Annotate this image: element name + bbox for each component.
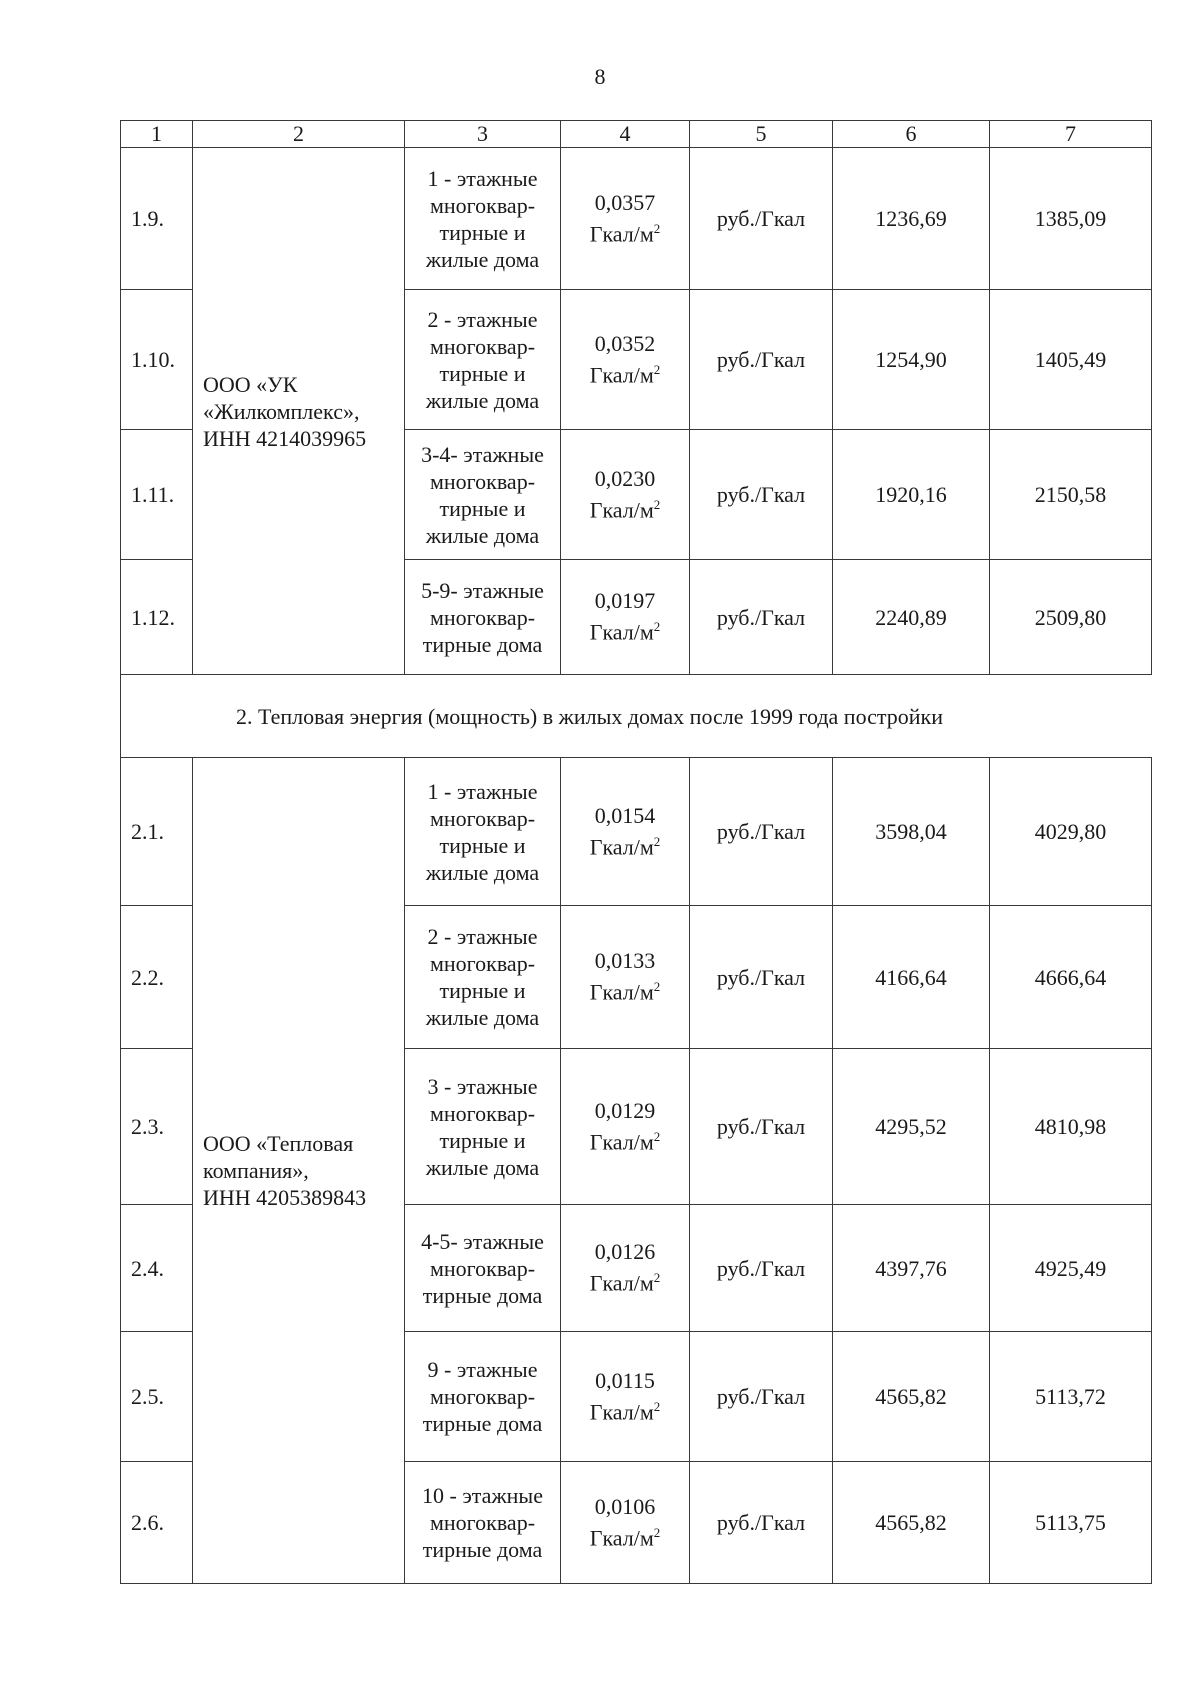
building-type-cell [405,560,561,675]
norm-value: 0,0357 [594,189,656,215]
building-type-line: многоквар- [429,192,536,218]
building-type-line: тирные и [439,495,526,521]
tariff-value-cell: 4565,82 [833,1332,990,1462]
norm-value: 0,0352 [594,330,656,356]
building-type-line: 3-4- этажные [421,441,544,467]
row-number: 2.1. [121,758,193,906]
header-cell: 5 [690,121,833,148]
norm-unit-power: 2 [653,1398,661,1414]
norm-unit [565,829,685,860]
building-type-line: многоквар- [429,805,536,831]
building-type-line: 2 - этажные [427,924,538,949]
norm-cell [561,1205,690,1332]
tariff-value-cell: 1920,16 [833,430,990,560]
norm-unit-power: 2 [653,220,661,236]
building-type-line: многоквар- [429,1384,536,1409]
building-type-line: тирные и [439,219,526,245]
header-cell: 7 [990,121,1152,148]
norm-unit [565,357,685,388]
building-type-cell [405,1332,561,1462]
norm-unit-text: Гкал/м [589,834,654,860]
tariff-vat-value-cell: 4925,49 [990,1205,1152,1332]
organization-cell [193,148,405,675]
tariff-value-cell: 4565,82 [833,1462,990,1584]
norm-unit [565,492,685,523]
building-type-line: жилые дома [425,1005,540,1030]
row-number: 1.10. [121,290,193,430]
building-type-line: тирные и [439,832,526,858]
norm-value: 0,0126 [594,1239,656,1265]
tariff-vat-value-cell: 1385,09 [990,148,1152,290]
tariff-table [120,120,1152,1584]
tariff-value-cell: 4166,64 [833,906,990,1049]
unit-cell: руб./Гкал [690,906,833,1049]
unit-cell: руб./Гкал [690,148,833,290]
tariff-vat-value-cell: 1405,49 [990,290,1152,430]
norm-unit-power: 2 [653,833,661,849]
unit-cell: руб./Гкал [690,430,833,560]
unit-cell: руб./Гкал [690,560,833,675]
norm-unit-text: Гкал/м [589,979,654,1005]
building-type-line: многоквар- [429,333,536,359]
table-row [121,148,1152,290]
unit-cell: руб./Гкал [690,1332,833,1462]
norm-unit-text: Гкал/м [589,221,654,247]
building-type-line: 9 - этажные [427,1357,538,1382]
tariff-value-cell: 4397,76 [833,1205,990,1332]
norm-unit [565,614,685,645]
norm-unit-text: Гкал/м [589,362,654,388]
page-number: 8 [594,64,606,89]
building-type-line: многоквар- [429,1510,536,1535]
unit-cell: руб./Гкал [690,758,833,906]
norm-unit-power: 2 [653,619,661,635]
norm-unit-text: Гкал/м [589,619,654,645]
tariff-vat-value-cell: 5113,72 [990,1332,1152,1462]
building-type-line: тирные дома [422,1537,543,1562]
norm-unit [565,1124,685,1155]
row-number: 2.3. [121,1049,193,1205]
tariff-vat-value-cell: 2150,58 [990,430,1152,560]
building-type-line: тирные и [439,1127,526,1153]
norm-cell [561,560,690,675]
building-type-line: 3 - этажные [427,1073,538,1099]
organization-line: ООО «УК [203,371,298,397]
tariff-value-cell: 3598,04 [833,758,990,906]
section-heading-row [121,675,1152,758]
norm-unit [565,1265,685,1296]
norm-unit-power: 2 [653,1128,661,1144]
norm-value: 0,0106 [594,1493,656,1519]
building-type-line: многоквар- [429,1255,536,1281]
norm-unit-power: 2 [653,496,661,512]
building-type-cell [405,1462,561,1584]
tariff-vat-value-cell: 4029,80 [990,758,1152,906]
building-type-line: многоквар- [429,951,536,976]
tariff-vat-value-cell: 4666,64 [990,906,1152,1049]
building-type-cell [405,430,561,560]
building-type-cell [405,1049,561,1205]
unit-cell: руб./Гкал [690,1205,833,1332]
norm-cell [561,430,690,560]
unit-cell: руб./Гкал [690,1462,833,1584]
norm-cell [561,290,690,430]
building-type-line: 1 - этажные [427,778,538,804]
row-number: 1.11. [121,430,193,560]
header-cell: 2 [193,121,405,148]
building-type-line: тирные и [439,360,526,386]
organization-line: ООО «Тепловая [203,1131,354,1156]
organization-line: ИНН 4214039965 [203,425,367,451]
building-type-line: 4-5- этажные [421,1228,544,1254]
header-row [121,121,1152,148]
building-type-line: жилые дома [425,246,540,272]
row-number: 2.4. [121,1205,193,1332]
table-row [121,758,1152,906]
norm-cell [561,906,690,1049]
norm-unit-text: Гкал/м [589,1399,654,1425]
norm-cell [561,1332,690,1462]
building-type-cell [405,290,561,430]
norm-unit-text: Гкал/м [589,1270,654,1296]
building-type-line: тирные дома [422,1411,543,1436]
tariff-vat-value-cell: 4810,98 [990,1049,1152,1205]
tariff-value-cell: 4295,52 [833,1049,990,1205]
row-number: 1.9. [121,148,193,290]
building-type-line: тирные дома [422,631,543,657]
norm-unit-text: Гкал/м [589,1525,654,1551]
row-number: 2.2. [121,906,193,1049]
unit-cell: руб./Гкал [690,1049,833,1205]
norm-unit-power: 2 [653,979,661,995]
building-type-cell [405,1205,561,1332]
tariff-value-cell: 1254,90 [833,290,990,430]
header-cell: 3 [405,121,561,148]
header-cell: 6 [833,121,990,148]
row-number: 2.6. [121,1462,193,1584]
tariff-value-cell: 2240,89 [833,560,990,675]
building-type-line: жилые дома [425,859,540,885]
norm-value: 0,0133 [594,948,656,974]
tariff-vat-value-cell: 2509,80 [990,560,1152,675]
norm-unit-text: Гкал/м [589,1129,654,1155]
norm-value: 0,0129 [594,1097,656,1123]
norm-cell [561,148,690,290]
norm-cell [561,758,690,906]
norm-unit-power: 2 [653,1270,661,1286]
row-number: 2.5. [121,1332,193,1462]
norm-value: 0,0230 [594,465,656,491]
building-type-line: многоквар- [429,1100,536,1126]
norm-unit [565,974,685,1005]
building-type-cell [405,758,561,906]
norm-unit-text: Гкал/м [589,497,654,523]
norm-value: 0,0115 [595,1367,655,1393]
building-type-line: тирные и [439,978,526,1003]
norm-unit [565,1394,685,1425]
norm-cell [561,1049,690,1205]
unit-cell: руб./Гкал [690,290,833,430]
organization-line: «Жилкомплекс», [203,398,360,424]
header-cell: 1 [121,121,193,148]
building-type-line: 2 - этажные [427,306,538,332]
building-type-line: 10 - этажные [422,1483,543,1508]
building-type-line: 1 - этажные [427,165,538,191]
building-type-line: 5-9- этажные [421,577,544,603]
building-type-line: жилые дома [425,522,540,548]
building-type-line: многоквар- [429,468,536,494]
building-type-line: жилые дома [425,1154,540,1180]
norm-value: 0,0197 [594,588,656,614]
tariff-value-cell: 1236,69 [833,148,990,290]
building-type-line: многоквар- [429,604,536,630]
header-cell: 4 [561,121,690,148]
organization-cell [193,758,405,1584]
norm-unit-power: 2 [653,361,661,377]
building-type-cell [405,906,561,1049]
building-type-cell [405,148,561,290]
building-type-line: жилые дома [425,387,540,413]
organization-line: ИНН 4205389843 [203,1185,367,1210]
norm-unit [565,1520,685,1551]
row-number: 1.12. [121,560,193,675]
norm-unit [565,216,685,247]
section-title: 2. Тепловая энергия (мощность) в жилых домах после 1999 года постройки [121,675,1152,758]
norm-value: 0,0154 [594,802,656,828]
organization-line: компания», [203,1158,309,1183]
tariff-vat-value-cell: 5113,75 [990,1462,1152,1584]
building-type-line: тирные дома [422,1282,543,1308]
norm-unit-power: 2 [653,1524,661,1540]
norm-cell [561,1462,690,1584]
